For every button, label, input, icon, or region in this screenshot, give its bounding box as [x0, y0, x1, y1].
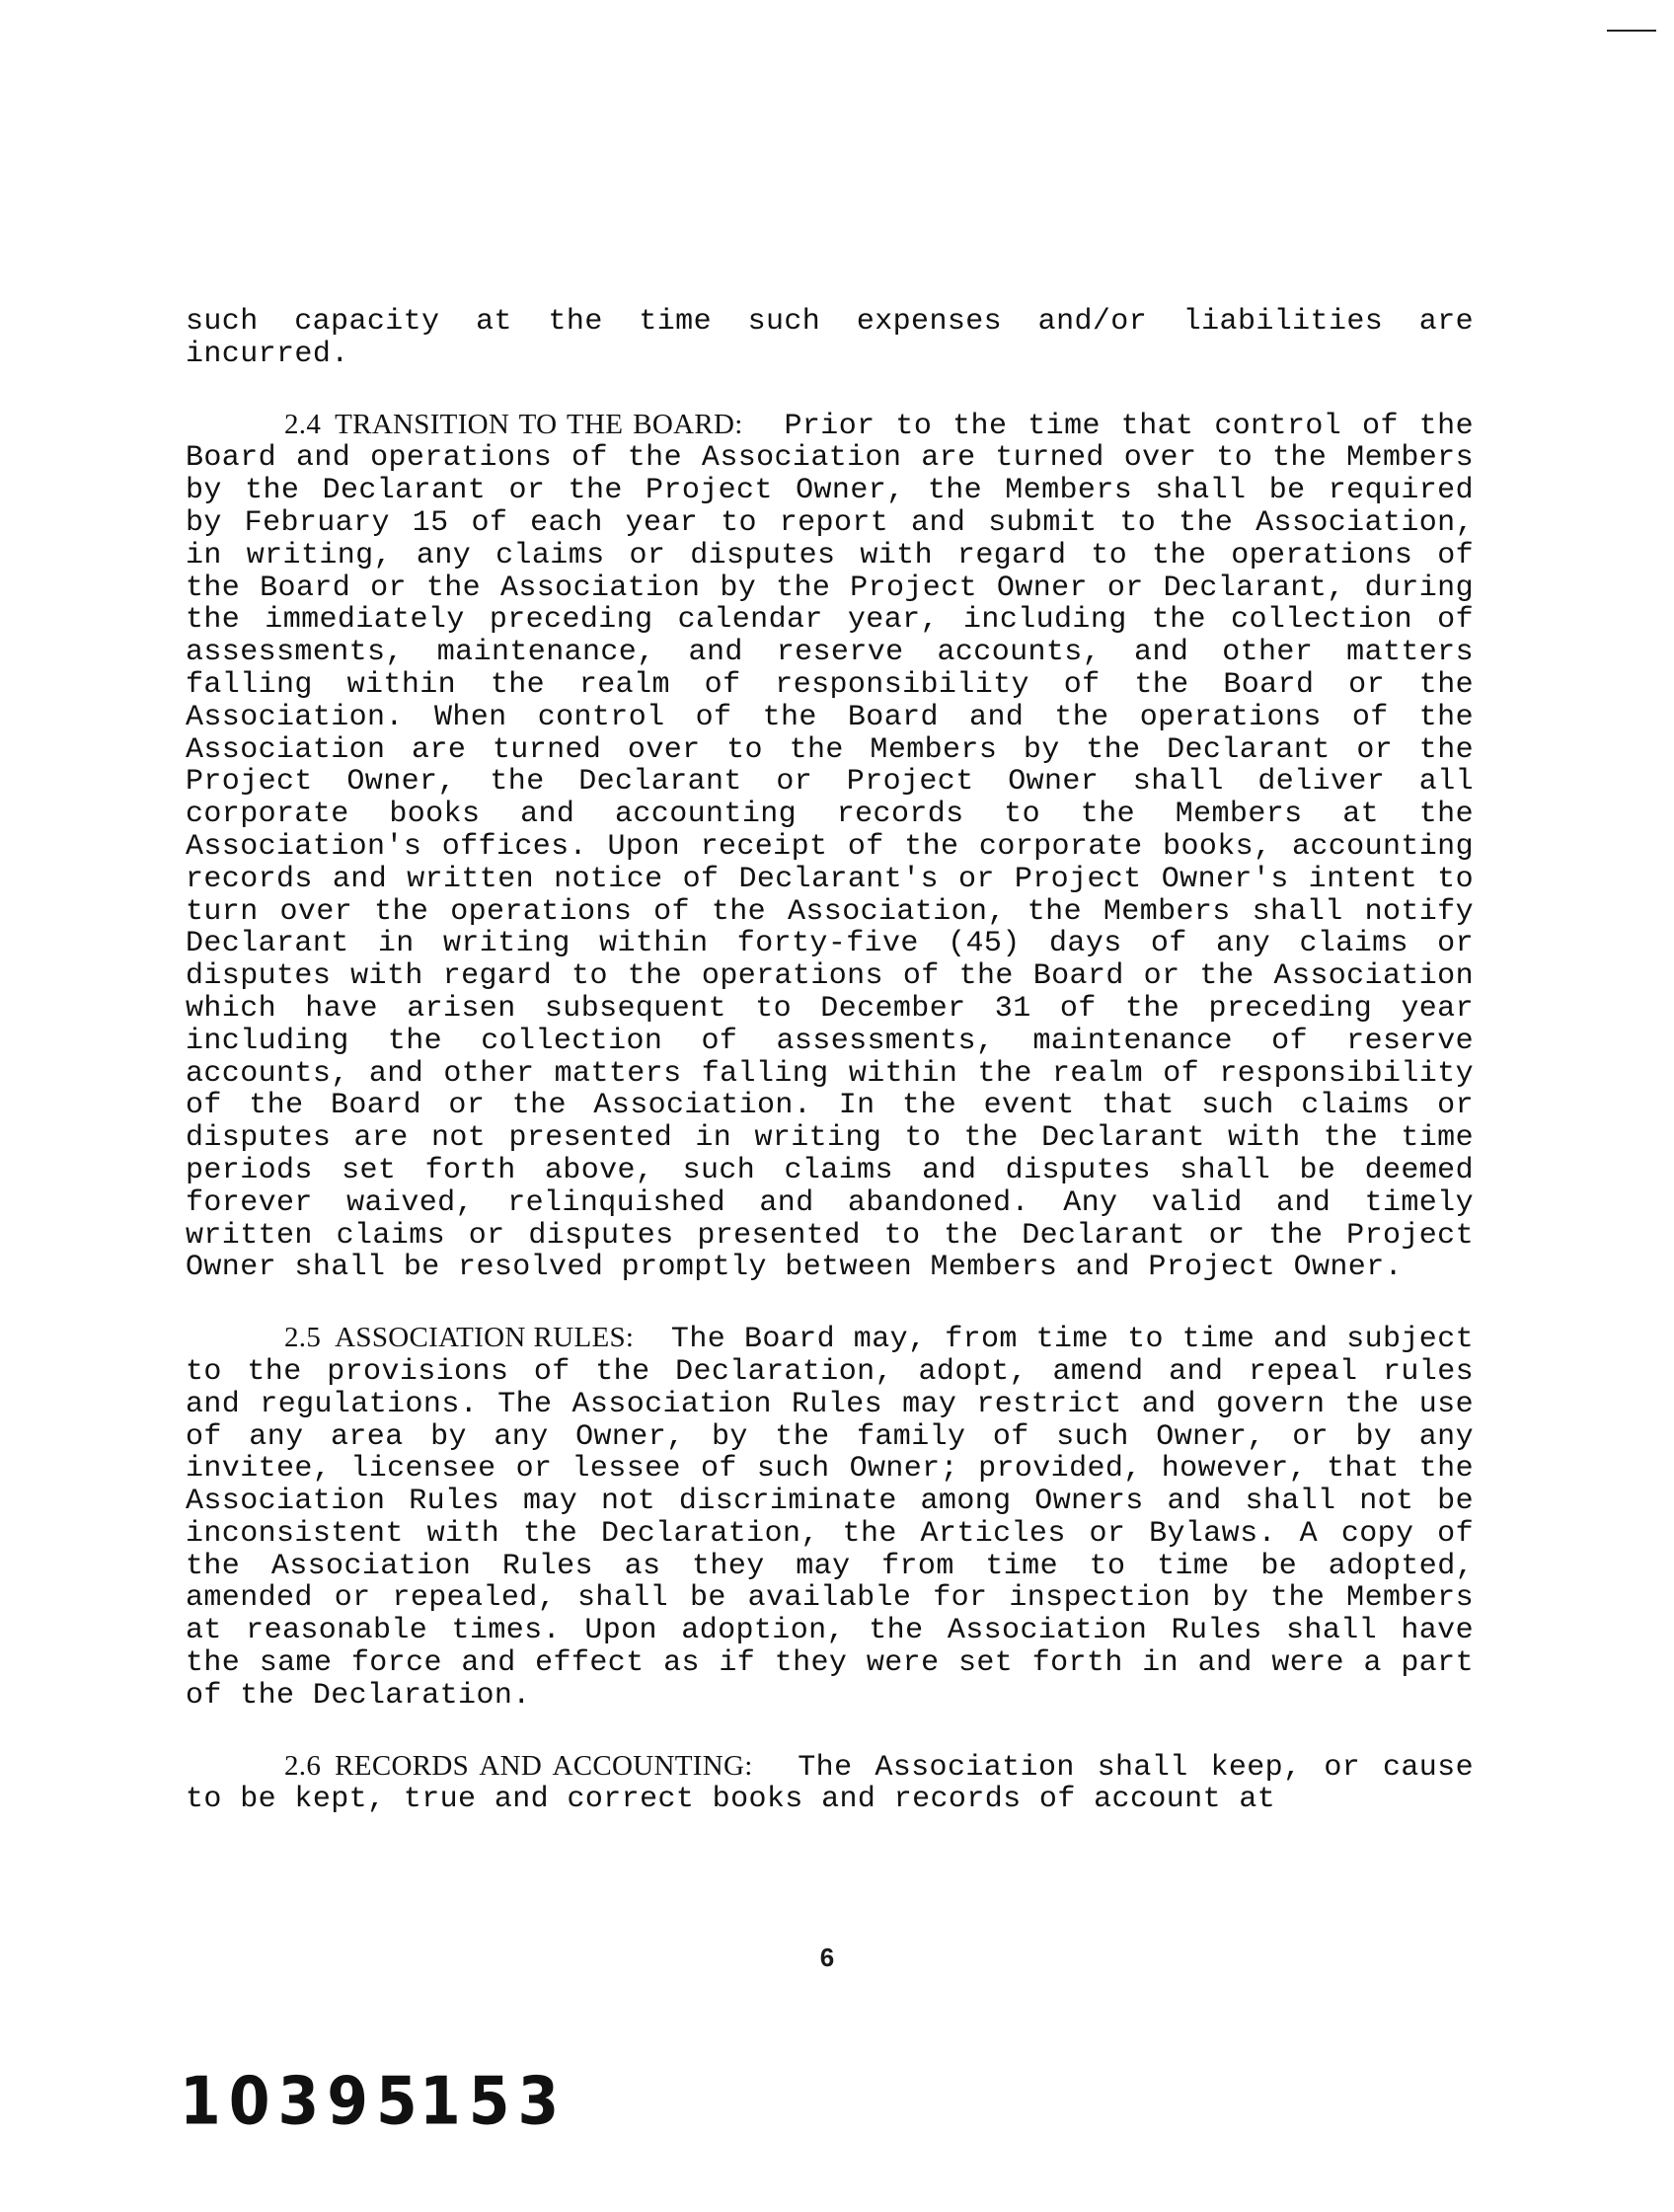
- section-heading: RECORDS AND ACCOUNTING:: [335, 1749, 753, 1782]
- section-2-6: [186, 1750, 1474, 1817]
- section-body: Prior to the time that control of the Board and operations of the Association are turned over to the Members by the Declarant or the Project Owner, the Members shall be required by February 15 of each year to report and submit to the Association, in writing, any claims or disputes with regard to the operations of the Board or the Association by the Project Owner or Declarant, during the immediately preceding calendar year, including the collection of assessments, maintenance, and reserve accounts, and other matters falling within the realm of responsibility of the Board or the Association. When control of the Board and the operations of the Association are turned over to the Members by the Declarant or the Project Owner, the Declarant or Project Owner shall deliver all corporate books and accounting records to the Members at the Association's offices. Upon receipt of the corporate books, accounting records and written notice of Declarant's or Project Owner's intent to turn over the operations of the Association, the Members shall notify Declarant in writing within forty-five (45) days of any claims or disputes with regard to the operations of the Board or the Association which have arisen subsequent to December 31 of the preceding year including the collection of assessments, maintenance of reserve accounts, and other matters falling within the realm of responsibility of the Board or the Association. In the event that such claims or disputes are not presented in writing to the Declarant with the time periods set forth above, such claims and disputes shall be deemed forever waived, relinquished and abandoned. Any valid and timely written claims or disputes presented to the Declarant or the Project Owner shall be resolved promptly between Members and Project Owner.: [186, 409, 1474, 1285]
- section-number: 2.6: [284, 1749, 322, 1782]
- corner-rule-mark: [1607, 30, 1656, 32]
- section-body: The Association shall keep, or cause to be kept, true and correct books and records of account at: [186, 1750, 1474, 1817]
- page-number: 6: [819, 1943, 835, 1972]
- section-heading: TRANSITION TO THE BOARD:: [335, 408, 743, 440]
- section-body: The Board may, from time to time and subject to the provisions of the Declaration, adopt, amend and repeal rules and regulations. The Association Rules may restrict and govern the use of any area by any Owner, by the family of such Owner, or by any invitee, licensee or lessee of such Owner; provided, however, that the Association Rules may not discriminate among Owners and shall not be inconsistent with the Declaration, the Articles or Bylaws. A copy of the Association Rules as they may from time to time be adopted, amended or repealed, shall be available for inspection by the Members at reasonable times. Upon adoption, the Association Rules shall have the same force and effect as if they were set forth in and were a part of the Declaration.: [186, 1323, 1475, 1713]
- document-body: [186, 306, 1474, 1854]
- section-number: 2.5: [284, 1322, 322, 1354]
- section-2-4: [186, 409, 1474, 1285]
- section-number: 2.4: [284, 408, 322, 440]
- section-heading: ASSOCIATION RULES:: [335, 1322, 635, 1354]
- section-2-5: [186, 1322, 1474, 1713]
- recording-book-number: 10395: [180, 2063, 425, 2141]
- opening-paragraph: such capacity at the time such expenses and/or liabilities are incurred.: [186, 305, 1474, 371]
- recording-page-number: 153: [419, 2063, 568, 2141]
